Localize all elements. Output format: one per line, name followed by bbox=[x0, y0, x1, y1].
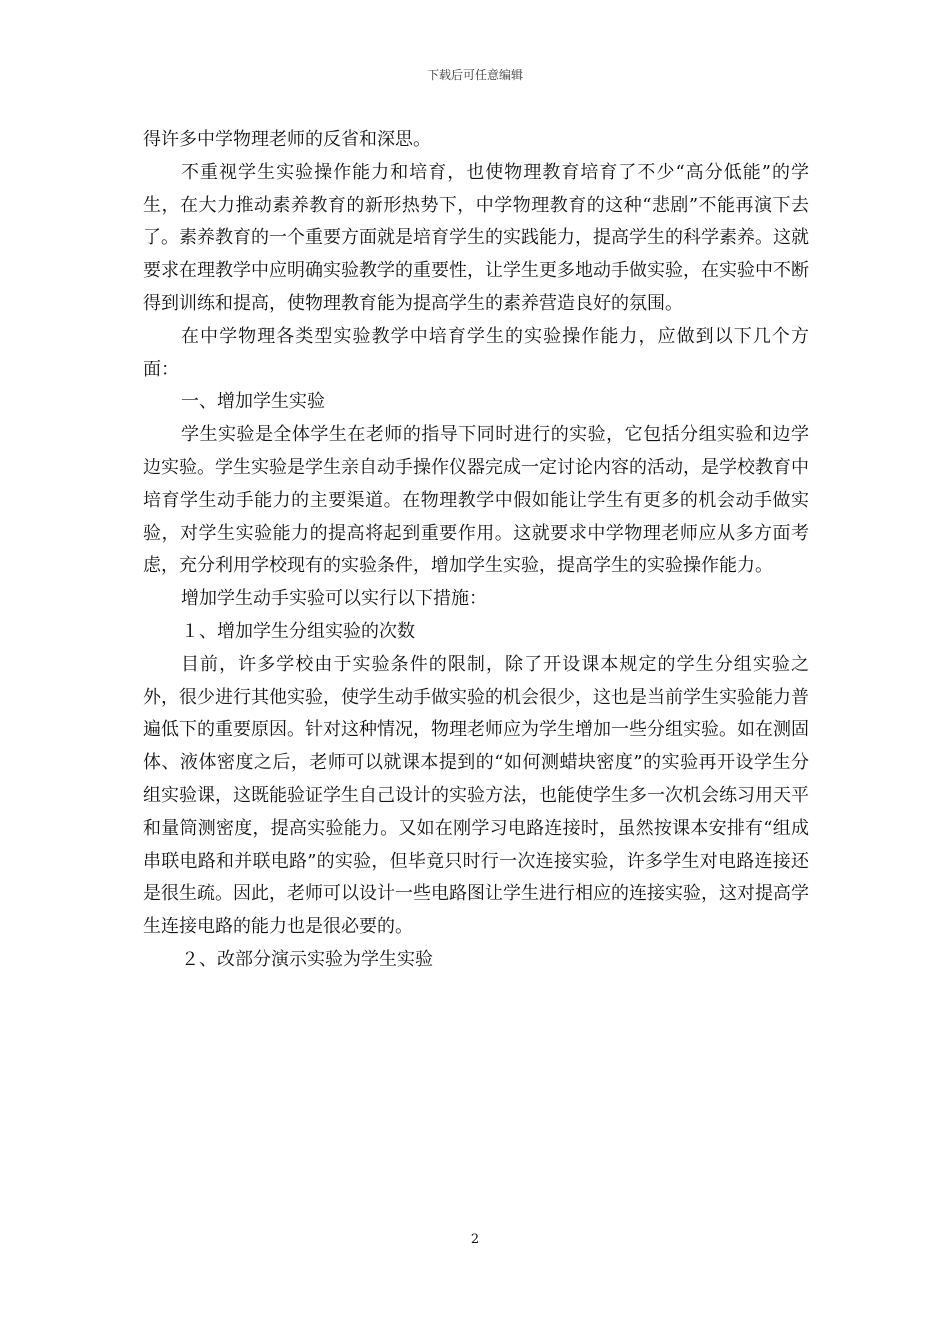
header-note: 下载后可任意编辑 bbox=[426, 68, 523, 82]
page-number: 2 bbox=[470, 1232, 480, 1247]
subsection-heading: ２、改部分演示实验为学生实验 bbox=[181, 948, 433, 970]
paragraph: 得许多中学物理老师的反省和深思。 bbox=[143, 129, 431, 150]
paragraph: 学生实验是全体学生在老师的指导下同时进行的实验，它包括分组实验和边学边实验。学生实验是学生亲自动手操作仪器完成一定讨论内容的活动，是学校教育中培育学生动手能力的主要渠道。在物理教学中假如能让学生有更多的机会动手做实验，对学生实验能力的提高将起到重要作用。这就要求中学物理老师应从多方面考虑，充分利用学校现有的实验条件，增加学生实验，提高学生的实验操作能力。 bbox=[143, 424, 809, 577]
paragraph: 不重视学生实验操作能力和培育，也使物理教育培育了不少“高分低能”的学生，在大力推动素养教育的新形热势下，中学物理教育的这种“悲剧”不能再演下去了。素养教育的一个重要方面就是培育学生的实践能力，提高学生的科学素养。这就要求在理教学中应明确实验教学的重要性，让学生更多地动手做实验，在实验中不断得到训练和提高，使物理教育能为提高学生的素养营造良好的氛围。 bbox=[143, 161, 809, 314]
section-heading: 一、增加学生实验 bbox=[181, 391, 325, 413]
paragraph: 目前，许多学校由于实验条件的限制，除了开设课本规定的学生分组实验之外，很少进行其他实验，使学生动手做实验的机会很少，这也是当前学生实验能力普遍低下的重要原因。针对这种情况，物理老师应为学生增加一些分组实验。如在测固体、液体密度之后，老师可以就课本提到的“如何测蜡块密度”的实验再开设学生分组实验课，这既能验证学生自己设计的实验方法，也能使学生多一次机会练习用天平和量筒测密度，提高实验能力。又如在刚学习电路连接时，虽然按课本安排有“组成串联电路和并联电路”的实验，但毕竟只时行一次连接实验，许多学生对电路连接还是很生疏。因此，老师可以设计一些电路图让学生进行相应的连接实验，这对提高学生连接电路的能力也是很必要的。 bbox=[143, 653, 809, 938]
paragraph: 增加学生动手实验可以实行以下措施： bbox=[181, 588, 487, 610]
paragraph: 在中学物理各类型实验教学中培育学生的实验操作能力，应做到以下几个方面： bbox=[143, 325, 809, 380]
subsection-heading: １、增加学生分组实验的次数 bbox=[181, 620, 415, 642]
body-text bbox=[143, 124, 809, 977]
